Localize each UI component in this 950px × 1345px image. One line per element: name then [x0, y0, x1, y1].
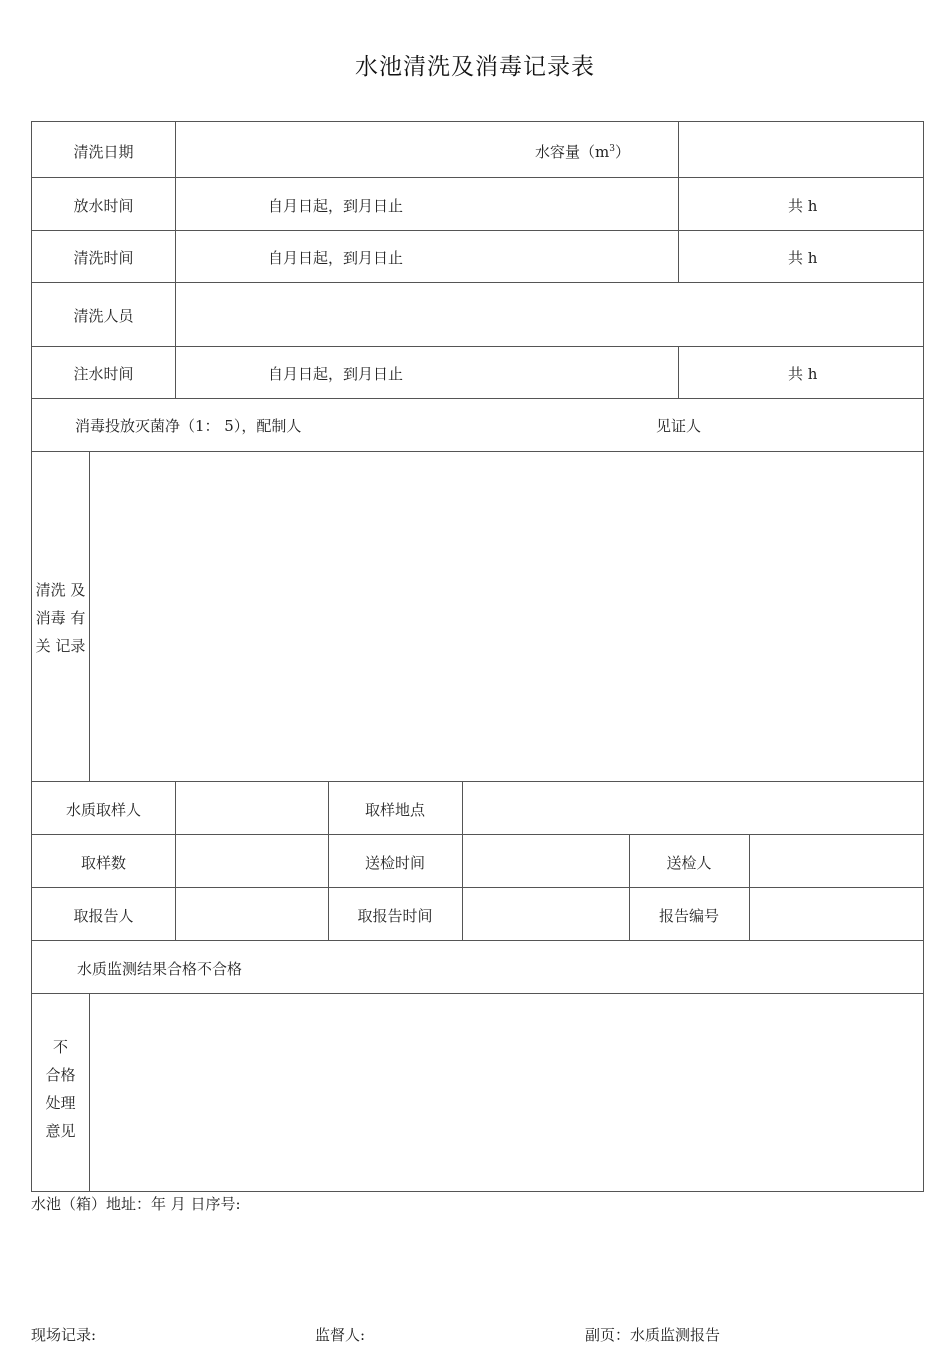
column-divider: [175, 781, 176, 940]
attachment-label: 副页：水质监测报告: [585, 1326, 721, 1344]
row-divider: [32, 282, 923, 283]
sampler-label: 水质取样人: [65, 801, 141, 819]
row-divider: [32, 993, 923, 994]
capacity-label: 水容量$(m^3)$: [535, 143, 630, 161]
address-line: 水池（箱）地址：年 月 日序号:: [31, 1195, 241, 1213]
fill-time-total: 共 h: [788, 365, 818, 383]
drain-time-total: 共 h: [788, 197, 818, 215]
column-divider: [678, 346, 679, 398]
sample-location-label: 取样地点: [364, 801, 425, 819]
cleaners-label: 清洗人员: [73, 307, 134, 325]
nonconform-label: 不 合格 处理 意见: [45, 1038, 76, 1140]
report-number-label: 报告编号: [658, 907, 719, 925]
witness-label: 见证人: [656, 417, 702, 435]
row-divider: [32, 781, 923, 782]
row-divider: [32, 230, 923, 231]
column-divider: [89, 451, 90, 781]
row-divider: [32, 177, 923, 178]
column-divider: [462, 781, 463, 940]
clean-time-total: 共 h: [788, 249, 818, 267]
sample-count-label: 取样数: [80, 854, 126, 872]
row-divider: [32, 346, 923, 347]
record-form: [31, 121, 924, 1192]
row-divider: [32, 834, 923, 835]
disinfect-text: 消毒投放灭菌净（1： 5），配制人: [75, 417, 302, 435]
fill-time-label: 注水时间: [73, 365, 134, 383]
capacity-unit-exponent: 3: [609, 144, 615, 154]
column-divider: [175, 122, 176, 398]
column-divider: [89, 993, 90, 1191]
send-time-label: 送检时间: [364, 854, 425, 872]
clean-time-label: 清洗时间: [73, 249, 134, 267]
column-divider: [678, 122, 679, 282]
row-divider: [32, 451, 923, 452]
clean-time-range: 自月日起，到月日止: [268, 249, 404, 267]
site-record-label: 现场记录:: [31, 1326, 97, 1344]
row-divider: [32, 887, 923, 888]
clean-date-label: 清洗日期: [73, 143, 134, 161]
drain-time-range: 自月日起，到月日止: [268, 197, 404, 215]
page-title: 水池清洗及消毒记录表: [355, 54, 595, 80]
supervisor-label: 监督人:: [315, 1326, 366, 1344]
row-divider: [32, 398, 923, 399]
sender-label: 送检人: [666, 854, 712, 872]
fill-time-range: 自月日起，到月日止: [268, 365, 404, 383]
report-time-label: 取报告时间: [357, 907, 433, 925]
row-divider: [32, 940, 923, 941]
result-text: 水质监测结果合格不合格: [77, 960, 243, 978]
records-label: 清洗 及 消毒 有 关 记录: [35, 581, 86, 655]
report-taker-label: 取报告人: [73, 907, 134, 925]
column-divider: [749, 834, 750, 940]
drain-time-label: 放水时间: [73, 197, 134, 215]
